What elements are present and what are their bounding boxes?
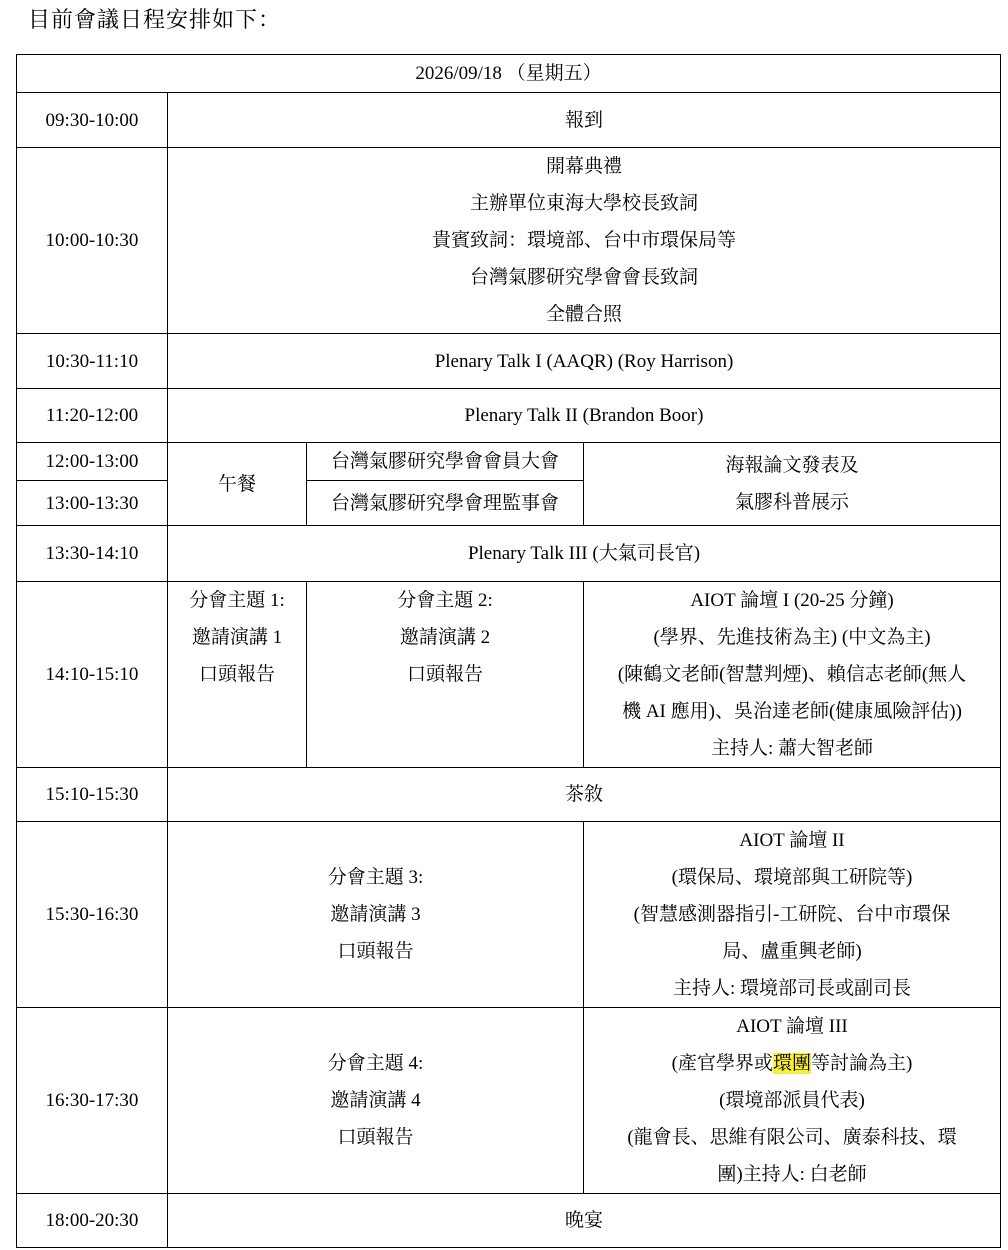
- event-line: 邀請演講 1: [191, 627, 283, 648]
- time-cell: 16:30-17:30: [17, 1008, 168, 1194]
- session-3-cell: [168, 822, 584, 1008]
- text-segment: 等討論為主): [811, 1053, 913, 1074]
- event-line: 分會主題 1:: [189, 590, 285, 611]
- forum-1-cell: [584, 582, 1001, 768]
- table-row: [17, 55, 1001, 93]
- time-cell: 13:30-14:10: [17, 526, 168, 582]
- session-1-cell: [168, 582, 307, 768]
- event-line: 口頭報告: [337, 941, 414, 962]
- lunch-cell: 午餐: [168, 443, 307, 526]
- event-line: 分會主題 2:: [397, 590, 493, 611]
- event-line: 邀請演講 3: [330, 904, 421, 925]
- forum-3-cell: [584, 1008, 1001, 1194]
- event-line: (學界、先進技術為主) (中文為主): [653, 627, 931, 648]
- event-line: 開幕典禮: [545, 156, 622, 177]
- event-line: 海報論文發表及: [725, 455, 859, 476]
- event-line: 口頭報告: [337, 1127, 414, 1148]
- time-cell: 10:30-11:10: [17, 334, 168, 389]
- event-line: (智慧感測器指引-工研院、台中市環保: [633, 904, 951, 925]
- time-cell: 15:30-16:30: [17, 822, 168, 1008]
- event-line: 台灣氣膠研究學會會長致詞: [469, 267, 698, 288]
- event-line: AIOT 論壇 III: [736, 1016, 848, 1037]
- event-line: 主持人: 環境部司長或副司長: [672, 978, 912, 999]
- meeting-cell: 台灣氣膠研究學會理監事會: [307, 481, 584, 526]
- highlighted-text: 環團: [772, 1053, 811, 1074]
- event-cell: Plenary Talk I (AAQR) (Roy Harrison): [168, 334, 1001, 389]
- time-cell: 18:00-20:30: [17, 1194, 168, 1248]
- event-line: 分會主題 3:: [327, 867, 424, 888]
- event-line: 團)主持人: 白老師: [717, 1164, 867, 1185]
- event-line: 口頭報告: [406, 664, 483, 685]
- table-row: [17, 1194, 1001, 1248]
- table-row: [17, 443, 1001, 481]
- schedule-table: [16, 54, 1001, 1248]
- event-line: 邀請演講 2: [399, 627, 491, 648]
- table-row: [17, 1008, 1001, 1194]
- event-line: 主辦單位東海大學校長致詞: [469, 193, 698, 214]
- time-cell: 12:00-13:00: [17, 443, 168, 481]
- meeting-cell: 台灣氣膠研究學會會員大會: [307, 443, 584, 481]
- event-line: 口頭報告: [198, 664, 275, 685]
- forum-2-cell: [584, 822, 1001, 1008]
- time-cell: 14:10-15:10: [17, 582, 168, 768]
- event-line: [588, 1045, 996, 1082]
- event-cell: 報到: [168, 93, 1001, 148]
- time-cell: 11:20-12:00: [17, 389, 168, 443]
- date-header: 2026/09/18 （星期五）: [17, 55, 1001, 93]
- event-line: AIOT 論壇 II: [739, 830, 845, 851]
- table-row: [17, 148, 1001, 334]
- event-line: 機 AI 應用)、吳治達老師(健康風險評估)): [622, 701, 962, 722]
- event-line: (陳鶴文老師(智慧判煙)、賴信志老師(無人: [617, 664, 967, 685]
- event-line: 分會主題 4:: [327, 1053, 424, 1074]
- table-row: [17, 582, 1001, 768]
- event-line: 邀請演講 4: [330, 1090, 421, 1111]
- time-cell: 09:30-10:00: [17, 93, 168, 148]
- session-2-cell: [307, 582, 584, 768]
- table-row: [17, 526, 1001, 582]
- event-cell: 晚宴: [168, 1194, 1001, 1248]
- event-line: (環境部派員代表): [719, 1090, 865, 1111]
- event-cell: 茶敘: [168, 768, 1001, 822]
- event-line: 全體合照: [545, 304, 622, 325]
- event-line: 氣膠科普展示: [734, 492, 849, 513]
- text-segment: (產官學界或: [671, 1053, 773, 1074]
- session-4-cell: [168, 1008, 584, 1194]
- event-line: AIOT 論壇 I (20-25 分鐘): [690, 590, 894, 611]
- table-row: [17, 768, 1001, 822]
- time-cell: 15:10-15:30: [17, 768, 168, 822]
- event-line: (環保局、環境部與工研院等): [671, 867, 913, 888]
- opening-ceremony-cell: [168, 148, 1001, 334]
- time-cell: 13:00-13:30: [17, 481, 168, 526]
- event-cell: Plenary Talk III (大氣司長官): [168, 526, 1001, 582]
- event-line: 貴賓致詞：環境部、台中市環保局等: [431, 230, 736, 251]
- event-line: (龍會長、思維有限公司、廣泰科技、環: [627, 1127, 957, 1148]
- table-row: [17, 822, 1001, 1008]
- poster-cell: [584, 443, 1001, 526]
- event-cell: Plenary Talk II (Brandon Boor): [168, 389, 1001, 443]
- event-line: 主持人: 蕭大智老師: [710, 738, 874, 759]
- table-row: [17, 389, 1001, 443]
- intro-text: 目前會議日程安排如下：: [28, 8, 282, 33]
- table-row: [17, 334, 1001, 389]
- event-line: 局、盧重興老師): [722, 941, 862, 962]
- table-row: [17, 93, 1001, 148]
- time-cell: 10:00-10:30: [17, 148, 168, 334]
